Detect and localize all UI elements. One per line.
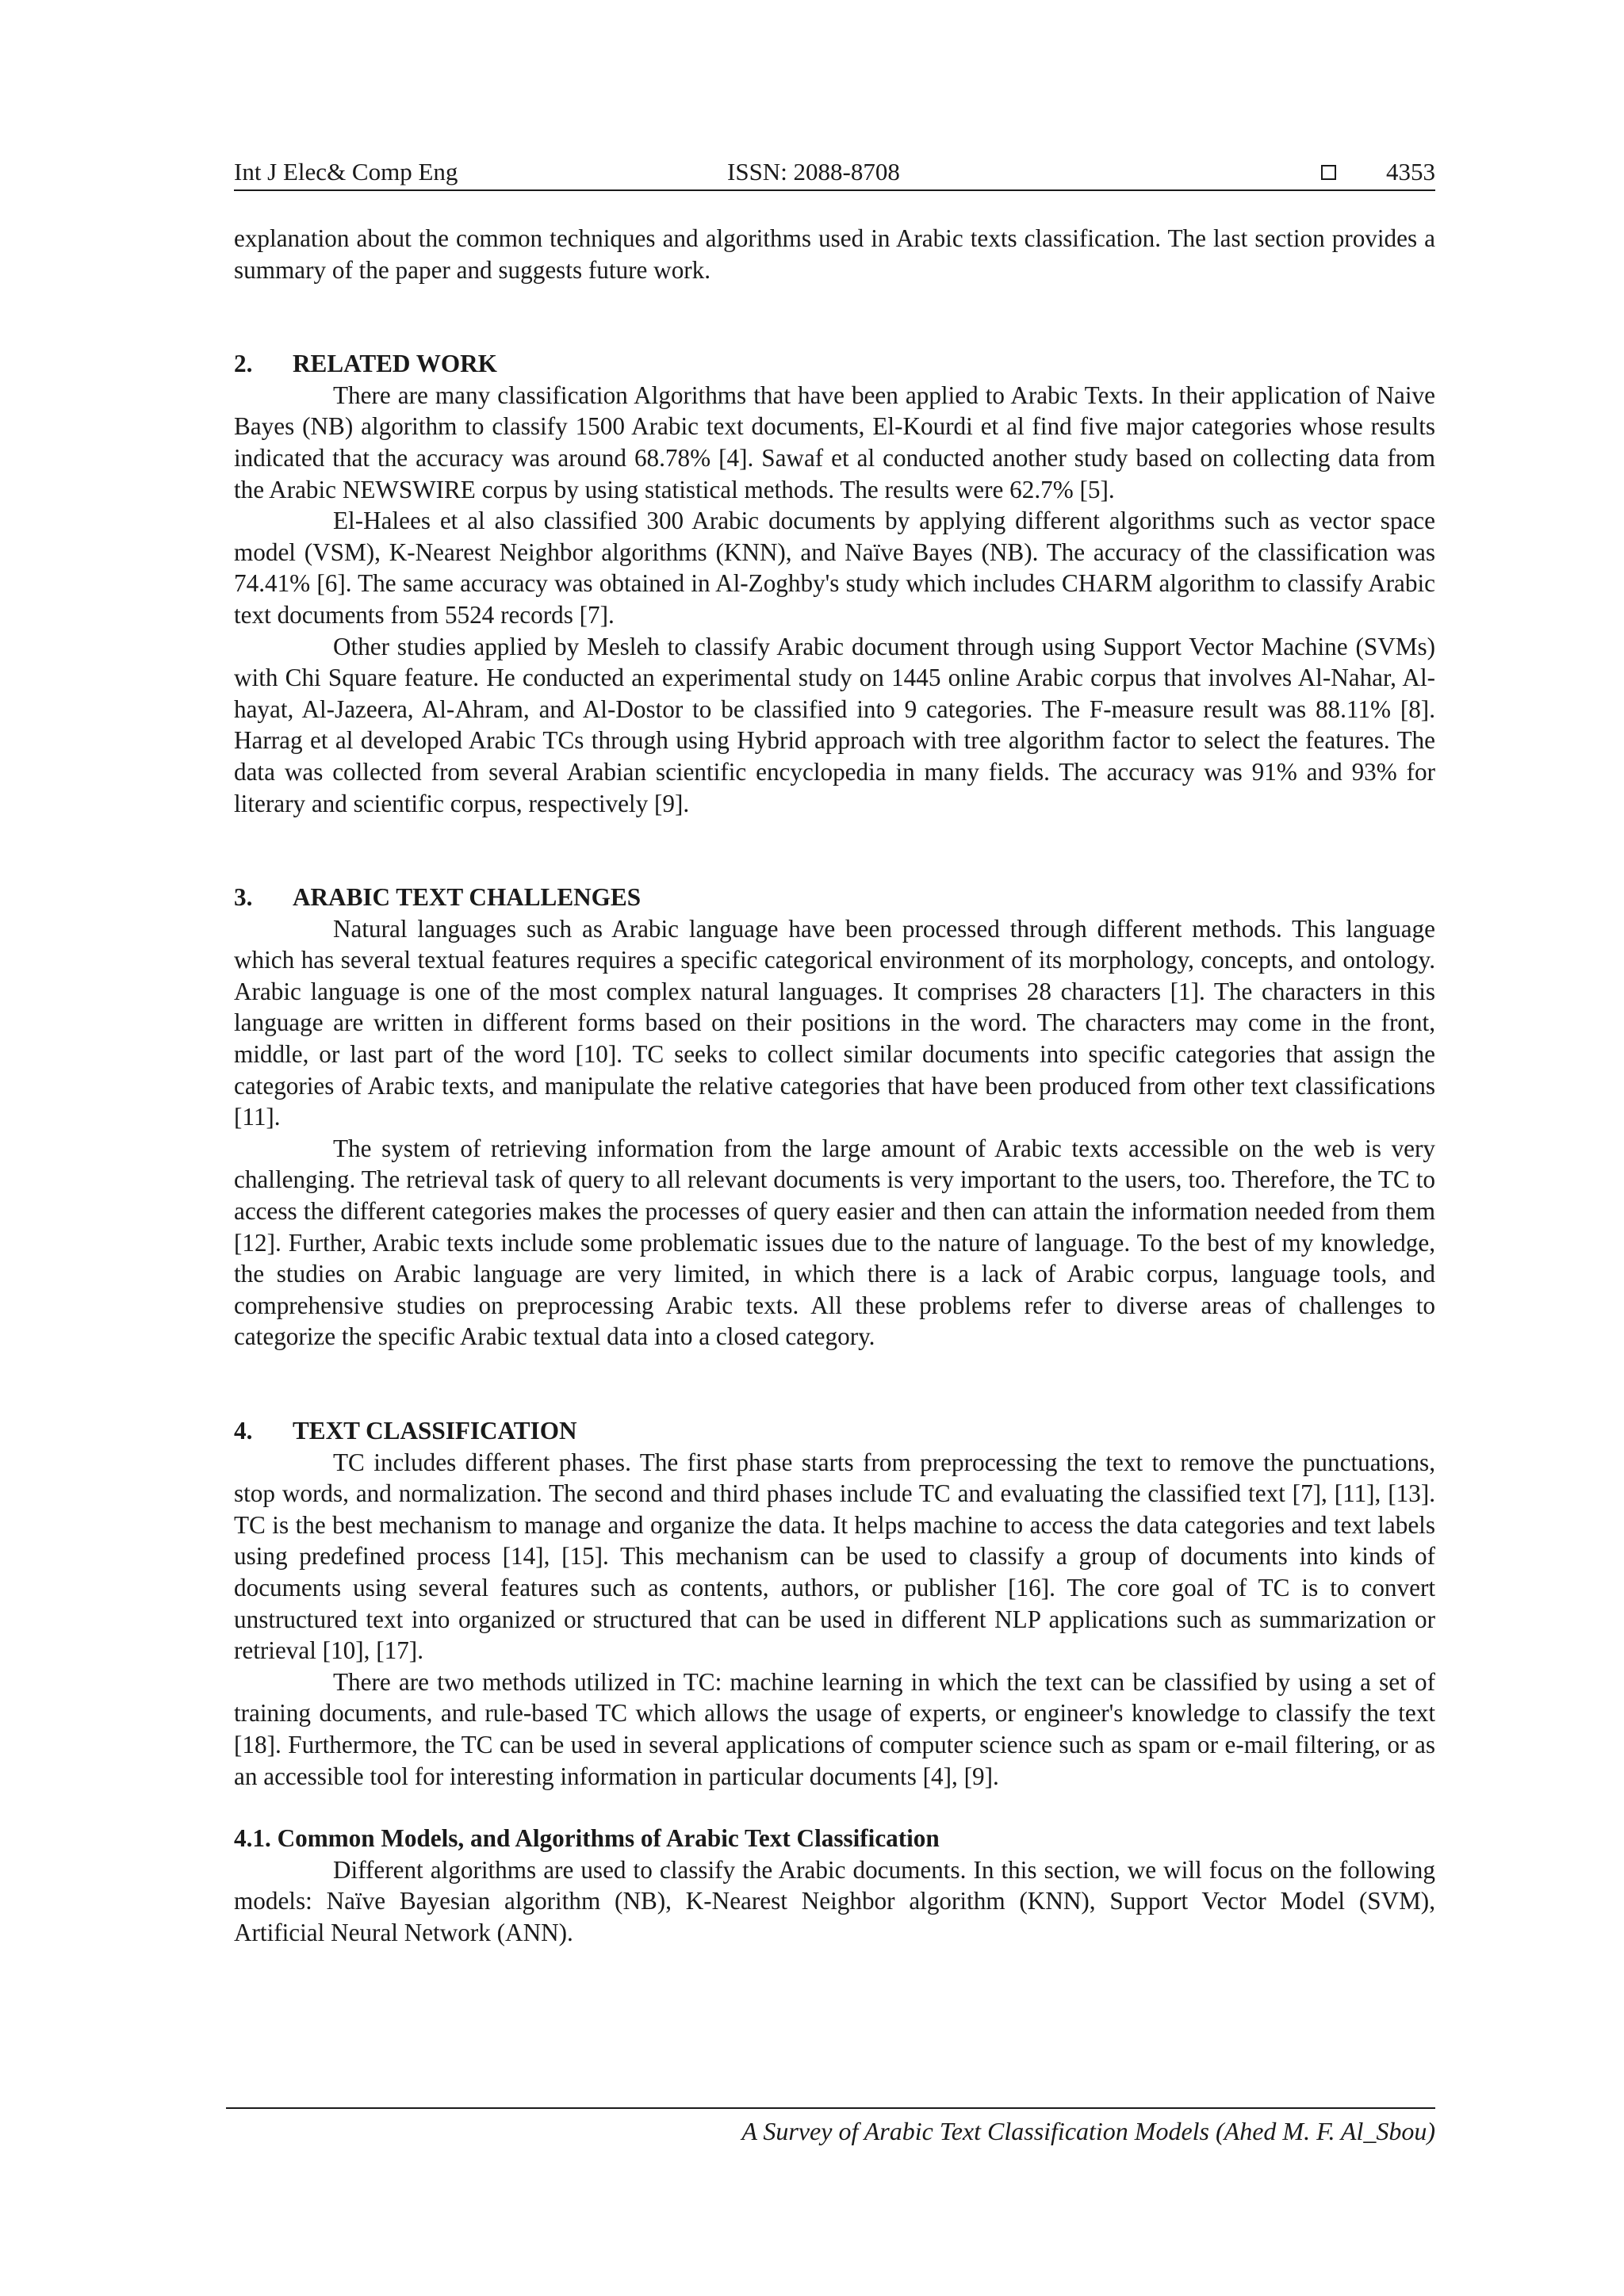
section-number: 4. xyxy=(234,1417,253,1445)
section-heading-text-classification xyxy=(234,1415,1435,1447)
paragraph: Natural languages such as Arabic language have been processed through different methods. This language which has several textual features requires a specific categorical environment of its morphology, concepts, and ontology. Arabic language is one of the most complex natural languages. It comprises 28 characters [1]. The characters in this language are written in different forms based on their positions in the word. The characters may come in the front, middle, or last part of the word [10]. TC seeks to collect similar documents into specific categories that assign the categories of Arabic texts, and manipulate the relative categories that have been produced from other text classifications [11]. xyxy=(234,914,1435,1131)
page-number: 4353 xyxy=(1386,158,1435,186)
paragraph: The system of retrieving information from the large amount of Arabic texts accessible on the web is very challenging. The retrieval task of query to all relevant documents is very important to the users, too. Therefore, the TC to access the different categories makes the processes of query easier and then can attain the information needed from them [12]. Further, Arabic texts include some problematic issues due to the nature of language. To the best of my knowledge, the studies on Arabic language are very limited, in which there is a lack of Arabic corpus, language tools, and comprehensive studies on preprocessing Arabic texts. All these problems refer to diverse areas of challenges to categorize the specific Arabic textual data into a closed category. xyxy=(234,1134,1435,1351)
intro-tail-paragraph: explanation about the common techniques and algorithms used in Arabic texts classification. The last section provides a summary of the paper and suggests future work. xyxy=(234,224,1435,284)
section-heading-related-work xyxy=(234,348,1435,380)
running-title: A Survey of Arabic Text Classification Models (Ahed M. F. Al_Sbou) xyxy=(741,2117,1435,2145)
paragraph: El-Halees et al also classified 300 Arabic documents by applying different algorithms such as vector space model (VSM), K-Nearest Neighbor algorithms (KNN), and Naïve Bayes (NB). The accuracy of the classification was 74.41% [6]. The same accuracy was obtained in Al-Zoghby's study which includes CHARM algorithm to classify Arabic text documents from 5524 records [7]. xyxy=(234,507,1435,629)
section-number: 3. xyxy=(234,883,253,912)
header-divider xyxy=(234,189,1435,191)
paper-page xyxy=(234,0,1435,2296)
square-box-icon xyxy=(1321,165,1336,180)
section-heading-challenges xyxy=(234,882,1435,913)
section-number: 2. xyxy=(234,350,253,378)
section-title: TEXT CLASSIFICATION xyxy=(293,1417,577,1445)
paragraph: Other studies applied by Mesleh to classify Arabic document through using Support Vector Machine (SVMs) with Chi Square feature. He conducted an experimental study on 1445 online Arabic corpus that involves Al-Nahar, Al-hayat, Al-Jazeera, Al-Ahram, and Al-Dostor to be classified into 9 categories. The F-measure result was 88.11% [8]. Harrag et al developed Arabic TCs through using Hybrid approach with tree algorithm factor to select the features. The data was collected from several Arabian scientific encyclopedia in many fields. The accuracy was 91% and 93% for literary and scientific corpus, respectively [9]. xyxy=(234,632,1435,817)
page-header xyxy=(234,154,1435,190)
journal-name: Int J Elec& Comp Eng xyxy=(234,158,458,186)
section-title: RELATED WORK xyxy=(293,350,497,378)
page-body xyxy=(234,223,1435,1949)
paragraph: Different algorithms are used to classify the Arabic documents. In this section, we will focus on the following models: Naïve Bayesian algorithm (NB), K-Nearest Neighbor algorithm (KNN), Support Vector Model (SVM), Artificial Neural Network (ANN). xyxy=(234,1855,1435,1946)
issn-label: ISSN: 2088-8708 xyxy=(727,158,900,186)
subsection-heading-common-models: 4.1. Common Models, and Algorithms of Arabic Text Classification xyxy=(234,1824,940,1853)
footer-divider xyxy=(226,2107,1435,2109)
paragraph: There are many classification Algorithms that have been applied to Arabic Texts. In their application of Naive Bayes (NB) algorithm to classify 1500 Arabic text documents, El-Kourdi et al find five major categories whose results indicated that the accuracy was around 68.78% [4]. Sawaf et al conducted another study based on collecting data from the Arabic NEWSWIRE corpus by using statistical methods. The results were 62.7% [5]. xyxy=(234,381,1435,503)
paragraph: TC includes different phases. The first phase starts from preprocessing the text to remove the punctuations, stop words, and normalization. The second and third phases include TC and evaluating the classified text [7], [11], [13]. TC is the best mechanism to manage and organize the data. It helps machine to access the data categories and text labels using predefined process [14], [15]. This mechanism can be used to classify a group of documents into kinds of documents using several features such as contents, authors, or publisher [16]. The core goal of TC is to convert unstructured text into organized or structured that can be used in different NLP applications such as summarization or retrieval [10], [17]. xyxy=(234,1448,1435,1665)
section-title: ARABIC TEXT CHALLENGES xyxy=(293,883,642,912)
paragraph: There are two methods utilized in TC: machine learning in which the text can be classified by using a set of training documents, and rule-based TC which allows the usage of experts, or engineer's knowledge to classify the text [18]. Furthermore, the TC can be used in several applications of computer science such as spam or e-mail filtering, or as an accessible tool for interesting information in particular documents [4], [9]. xyxy=(234,1667,1435,1790)
